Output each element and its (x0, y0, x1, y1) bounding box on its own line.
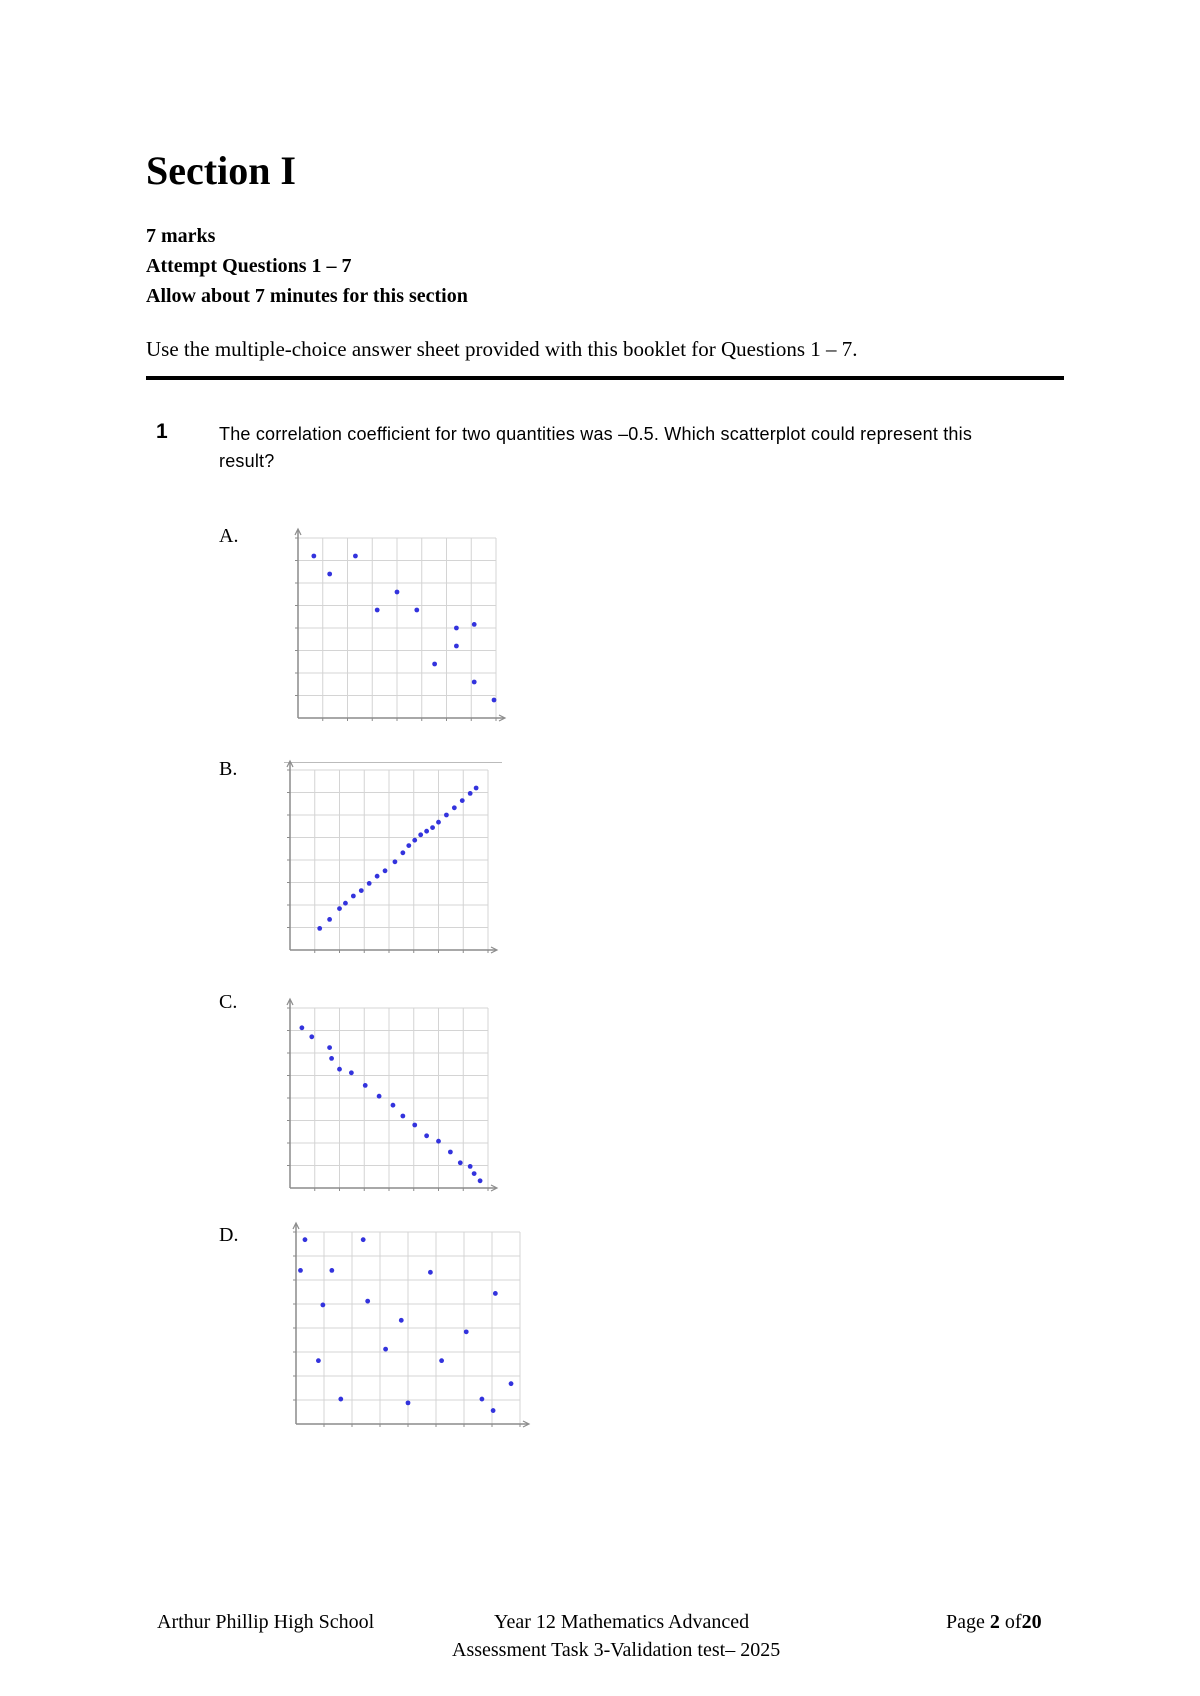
scatter-point-c-7 (363, 1083, 368, 1088)
scatterplot-a (290, 530, 510, 725)
scatter-point-b-20 (460, 798, 465, 803)
footer-page-number (946, 1609, 1042, 1635)
question-number: 1 (156, 420, 168, 443)
scatter-point-b-9 (383, 868, 388, 873)
scatter-point-c-13 (436, 1139, 441, 1144)
scatter-point-d-18 (509, 1381, 514, 1386)
scatter-point-d-8 (365, 1299, 370, 1304)
scatter-point-a-7 (432, 662, 437, 667)
scatter-point-c-16 (468, 1164, 473, 1169)
scatter-point-a-4 (375, 608, 380, 613)
scatter-point-d-9 (383, 1347, 388, 1352)
scatter-point-d-2 (298, 1268, 303, 1273)
page-current: 2 (989, 1611, 1000, 1633)
scatter-point-d-5 (316, 1358, 321, 1363)
section-marks: 7 marks (146, 225, 216, 247)
scatter-point-d-12 (428, 1270, 433, 1275)
option-a-label: A. (219, 525, 239, 547)
scatter-point-a-11 (472, 680, 477, 685)
scatter-point-a-8 (454, 626, 459, 631)
scatter-point-c-15 (458, 1160, 463, 1165)
option-d-label: D. (219, 1224, 239, 1246)
scatterplot-c (282, 1000, 502, 1195)
scatter-point-d-1 (303, 1237, 308, 1242)
scatter-point-b-12 (406, 843, 411, 848)
scatter-point-b-2 (327, 917, 332, 922)
scatter-point-d-3 (329, 1268, 334, 1273)
scatter-point-a-3 (353, 554, 358, 559)
scatter-point-a-6 (414, 608, 419, 613)
scatter-point-c-14 (448, 1150, 453, 1155)
scatter-point-d-4 (320, 1303, 325, 1308)
scatter-point-d-6 (338, 1397, 343, 1402)
scatter-point-c-17 (472, 1171, 477, 1176)
scatter-point-d-7 (361, 1237, 366, 1242)
scatter-point-c-8 (377, 1094, 382, 1099)
time-allowance: Allow about 7 minutes for this section (146, 285, 468, 307)
scatter-point-b-10 (393, 859, 398, 864)
scatter-point-b-14 (418, 832, 423, 837)
scatter-point-c-11 (412, 1123, 417, 1128)
answer-sheet-instruction: Use the multiple-choice answer sheet provided with this booklet for Questions 1 – 7. (146, 337, 858, 361)
scatter-point-c-9 (391, 1103, 396, 1108)
scatter-point-d-15 (480, 1397, 485, 1402)
scatter-point-b-5 (351, 894, 356, 899)
scatter-point-c-6 (349, 1070, 354, 1075)
page-total: 20 (1021, 1611, 1042, 1633)
scatter-point-a-12 (492, 698, 497, 703)
scatterplot-d (288, 1228, 528, 1428)
footer-assessment-task: Assessment Task 3-Validation test– 2025 (452, 1639, 781, 1661)
section-divider (146, 376, 1064, 380)
option-c-label: C. (219, 991, 238, 1013)
scatter-point-d-16 (491, 1408, 496, 1413)
scatter-point-c-2 (309, 1034, 314, 1039)
section-title: Section I (146, 148, 296, 193)
scatter-point-b-22 (474, 786, 479, 791)
scatter-point-d-17 (493, 1291, 498, 1296)
scatter-point-b-1 (317, 926, 322, 931)
scatter-point-b-13 (412, 838, 417, 843)
option-b-label: B. (219, 758, 238, 780)
scatter-point-c-10 (400, 1114, 405, 1119)
scatter-point-b-6 (359, 888, 364, 893)
scatter-point-a-5 (395, 590, 400, 595)
scatter-point-b-21 (468, 791, 473, 796)
scatter-point-c-1 (299, 1025, 304, 1030)
question-text: The correlation coefficient for two quantities was –0.5. Which scatterplot could represent this result? (219, 424, 973, 471)
scatter-point-a-9 (454, 644, 459, 649)
scatter-point-d-13 (439, 1358, 444, 1363)
scatter-point-d-10 (399, 1318, 404, 1323)
scatter-point-b-7 (367, 881, 372, 886)
scatterplot-b (282, 762, 502, 957)
scatter-point-b-18 (444, 813, 449, 818)
attempt-questions: Attempt Questions 1 – 7 (146, 255, 352, 277)
scatter-point-b-11 (400, 850, 405, 855)
scatter-point-c-12 (424, 1133, 429, 1138)
footer-course: Year 12 Mathematics Advanced (494, 1611, 750, 1633)
scatter-point-b-3 (337, 906, 342, 911)
scatter-point-b-17 (436, 820, 441, 825)
scatter-point-c-4 (329, 1056, 334, 1061)
page-of: of (1004, 1611, 1022, 1633)
scatter-point-b-8 (375, 874, 380, 879)
page-prefix: Page (946, 1611, 985, 1633)
scatter-point-c-18 (478, 1178, 483, 1183)
scatter-point-c-5 (337, 1067, 342, 1072)
scatter-point-b-19 (452, 805, 457, 810)
scatter-point-a-10 (472, 622, 477, 627)
scatter-point-b-16 (430, 825, 435, 830)
scatter-point-b-4 (343, 901, 348, 906)
scatter-point-a-1 (311, 554, 316, 559)
scatter-point-d-14 (464, 1329, 469, 1334)
scatter-point-c-3 (327, 1045, 332, 1050)
scatter-point-d-11 (406, 1400, 411, 1405)
scatter-point-b-15 (424, 829, 429, 834)
scatter-point-a-2 (327, 572, 332, 577)
footer-school: Arthur Phillip High School (157, 1611, 375, 1633)
